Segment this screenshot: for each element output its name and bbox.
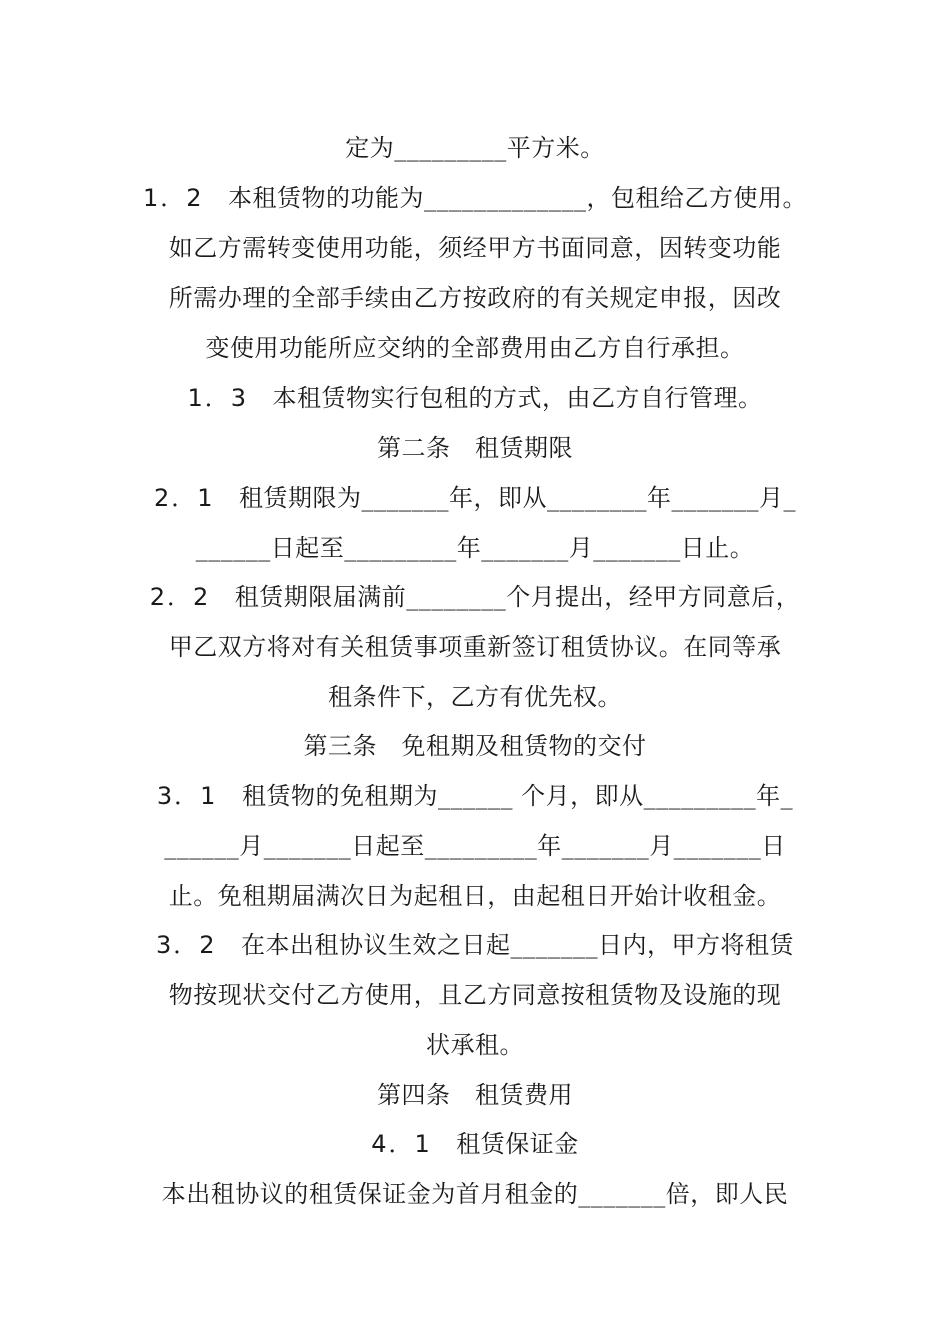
line-text: 租赁期限届满前________个月提出，经甲方同意后， bbox=[210, 583, 801, 611]
line-text: 状承租。 bbox=[426, 1031, 524, 1059]
line-text: 租赁期限为_______年，即从________年_______月_ bbox=[214, 484, 797, 512]
text-line-21 bbox=[0, 1129, 950, 1159]
line-text: 所需办理的全部手续由乙方按政府的有关规定申报，因改 bbox=[168, 284, 782, 312]
text-line-6 bbox=[0, 383, 950, 413]
clause-number: 4．1 bbox=[371, 1130, 432, 1158]
text-line-16 bbox=[0, 881, 950, 911]
text-line-19 bbox=[0, 1030, 950, 1060]
line-text: 本租赁物的功能为_____________，包租给乙方使用。 bbox=[203, 184, 808, 212]
line-text: 物按现状交付乙方使用，且乙方同意按租赁物及设施的现 bbox=[168, 981, 782, 1009]
line-text: 本出租协议的租赁保证金为首月租金的_______倍，即人民 bbox=[161, 1180, 789, 1208]
article-heading-3 bbox=[0, 731, 950, 761]
line-text: 如乙方需转变使用功能，须经甲方书面同意，因转变功能 bbox=[168, 234, 782, 262]
line-text: 租条件下，乙方有优先权。 bbox=[328, 683, 622, 711]
line-text: 租赁保证金 bbox=[431, 1130, 579, 1158]
line-text: 第三条 免租期及租赁物的交付 bbox=[303, 732, 647, 760]
text-line-14 bbox=[0, 781, 950, 811]
text-line-12 bbox=[0, 682, 950, 712]
clause-number: 1．3 bbox=[187, 384, 249, 412]
text-line-15 bbox=[0, 831, 950, 861]
line-text: ______日起至_________年_______月_______日止。 bbox=[195, 534, 755, 562]
line-text: 变使用功能所应交纳的全部费用由乙方自行承担。 bbox=[205, 334, 745, 362]
text-line-2 bbox=[0, 183, 950, 213]
text-line-17 bbox=[0, 930, 950, 960]
text-line-4 bbox=[0, 283, 950, 313]
text-line-3 bbox=[0, 233, 950, 263]
clause-number: 2．1 bbox=[153, 484, 215, 512]
clause-number: 2．2 bbox=[149, 583, 211, 611]
line-text: 本租赁物实行包租的方式，由乙方自行管理。 bbox=[248, 384, 763, 412]
article-heading-4 bbox=[0, 1080, 950, 1110]
text-line-8 bbox=[0, 483, 950, 513]
text-line-9 bbox=[0, 533, 950, 563]
clause-number: 3．1 bbox=[156, 782, 218, 810]
text-line-10 bbox=[0, 582, 950, 612]
line-text: 定为_________平方米。 bbox=[345, 134, 605, 162]
text-line-22 bbox=[0, 1179, 950, 1209]
text-line-18 bbox=[0, 980, 950, 1010]
line-text: ______月_______日起至_________年_______月_______日 bbox=[164, 832, 786, 860]
line-text: 甲乙双方将对有关租赁事项重新签订租赁协议。在同等承 bbox=[168, 633, 782, 661]
line-text: 在本出租协议生效之日起_______日内，甲方将租赁 bbox=[216, 931, 795, 959]
line-text: 止。免租期届满次日为起租日，由起租日开始计收租金。 bbox=[168, 882, 782, 910]
text-line-11 bbox=[0, 632, 950, 662]
article-heading-2 bbox=[0, 433, 950, 463]
clause-number: 1．2 bbox=[142, 184, 204, 212]
clause-number: 3．2 bbox=[155, 931, 217, 959]
line-text: 第四条 租赁费用 bbox=[377, 1081, 573, 1109]
text-line-1 bbox=[0, 133, 950, 163]
text-line-5 bbox=[0, 333, 950, 363]
line-text: 租赁物的免租期为______ 个月，即从_________年_ bbox=[217, 782, 794, 810]
line-text: 第二条 租赁期限 bbox=[377, 434, 573, 462]
